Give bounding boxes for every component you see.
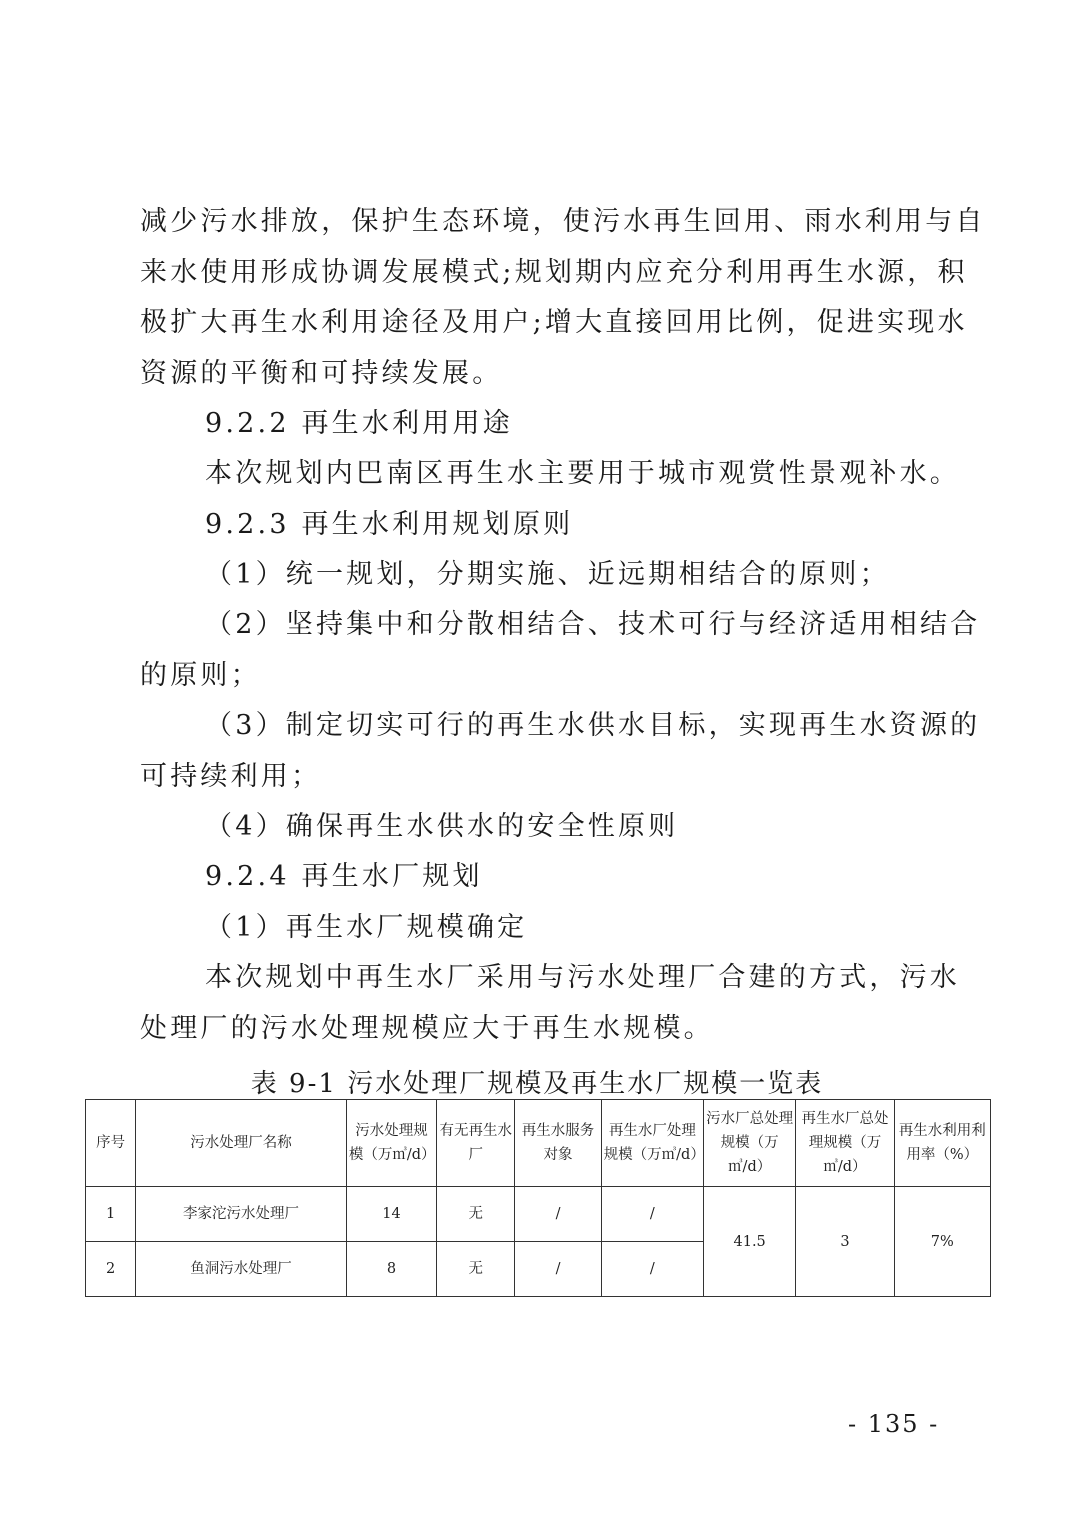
section-heading: 9.2.2 再生水利用用途 xyxy=(205,408,513,439)
paragraph-line: 的原则； xyxy=(140,660,261,691)
section-heading: 9.2.4 再生水厂规划 xyxy=(205,861,483,892)
paragraph-line: 极扩大再生水利用途径及用户;增大直接回用比例，促进实现水 xyxy=(140,307,968,338)
cell-utilization: 7% xyxy=(894,1187,990,1297)
cell-has-recycle: 无 xyxy=(437,1242,515,1297)
paragraph-line: 资源的平衡和可持续发展。 xyxy=(140,358,503,389)
header-cell: 污水处理厂名称 xyxy=(136,1100,347,1187)
table-caption: 表 9-1 污水处理厂规模及再生水厂规模一览表 xyxy=(250,1069,824,1099)
cell-total-recycle-scale: 3 xyxy=(796,1187,894,1297)
cell-total-scale: 41.5 xyxy=(704,1187,796,1297)
list-item: （2）坚持集中和分散相结合、技术可行与经济适用相结合 xyxy=(205,609,981,640)
paragraph-line: 可持续利用； xyxy=(140,761,322,792)
page-number: - 135 - xyxy=(848,1410,940,1438)
paragraph-line: 本次规划内巴南区再生水主要用于城市观赏性景观补水。 xyxy=(205,458,960,489)
list-item: （1）统一规划，分期实施、近远期相结合的原则； xyxy=(205,559,890,590)
list-item: （1）再生水厂规模确定 xyxy=(205,912,528,943)
cell-no: 1 xyxy=(86,1187,136,1242)
paragraph-line: 来水使用形成协调发展模式;规划期内应充分利用再生水源，积 xyxy=(140,257,968,288)
cell-scale: 8 xyxy=(346,1242,436,1297)
paragraph-line: 减少污水排放，保护生态环境，使污水再生回用、雨水利用与自 xyxy=(140,206,986,237)
data-table xyxy=(85,1099,991,1297)
cell-has-recycle: 无 xyxy=(437,1187,515,1242)
cell-no: 2 xyxy=(86,1242,136,1297)
table-header-row xyxy=(86,1100,991,1187)
header-cell: 有无再生水厂 xyxy=(437,1100,515,1187)
cell-recycle-scale: / xyxy=(601,1242,703,1297)
header-cell: 再生水服务对象 xyxy=(515,1100,601,1187)
cell-service: / xyxy=(515,1242,601,1297)
header-cell: 污水处理规模（万㎥/d） xyxy=(346,1100,436,1187)
header-cell: 再生水利用利用率（%） xyxy=(894,1100,990,1187)
header-cell: 再生水厂处理规模（万㎥/d） xyxy=(601,1100,703,1187)
table-row xyxy=(86,1187,991,1242)
header-cell: 再生水厂总处理规模（万㎥/d） xyxy=(796,1100,894,1187)
cell-service: / xyxy=(515,1187,601,1242)
header-cell: 序号 xyxy=(86,1100,136,1187)
cell-plant-name: 鱼洞污水处理厂 xyxy=(136,1242,347,1297)
cell-plant-name: 李家沱污水处理厂 xyxy=(136,1187,347,1242)
section-heading: 9.2.3 再生水利用规划原则 xyxy=(205,509,574,540)
cell-recycle-scale: / xyxy=(601,1187,703,1242)
paragraph-line: 处理厂的污水处理规模应大于再生水规模。 xyxy=(140,1013,714,1044)
header-cell: 污水厂总处理规模（万㎥/d） xyxy=(704,1100,796,1187)
cell-scale: 14 xyxy=(346,1187,436,1242)
list-item: （3）制定切实可行的再生水供水目标，实现再生水资源的 xyxy=(205,710,981,741)
paragraph-line: 本次规划中再生水厂采用与污水处理厂合建的方式，污水 xyxy=(205,962,960,993)
list-item: （4）确保再生水供水的安全性原则 xyxy=(205,811,679,842)
